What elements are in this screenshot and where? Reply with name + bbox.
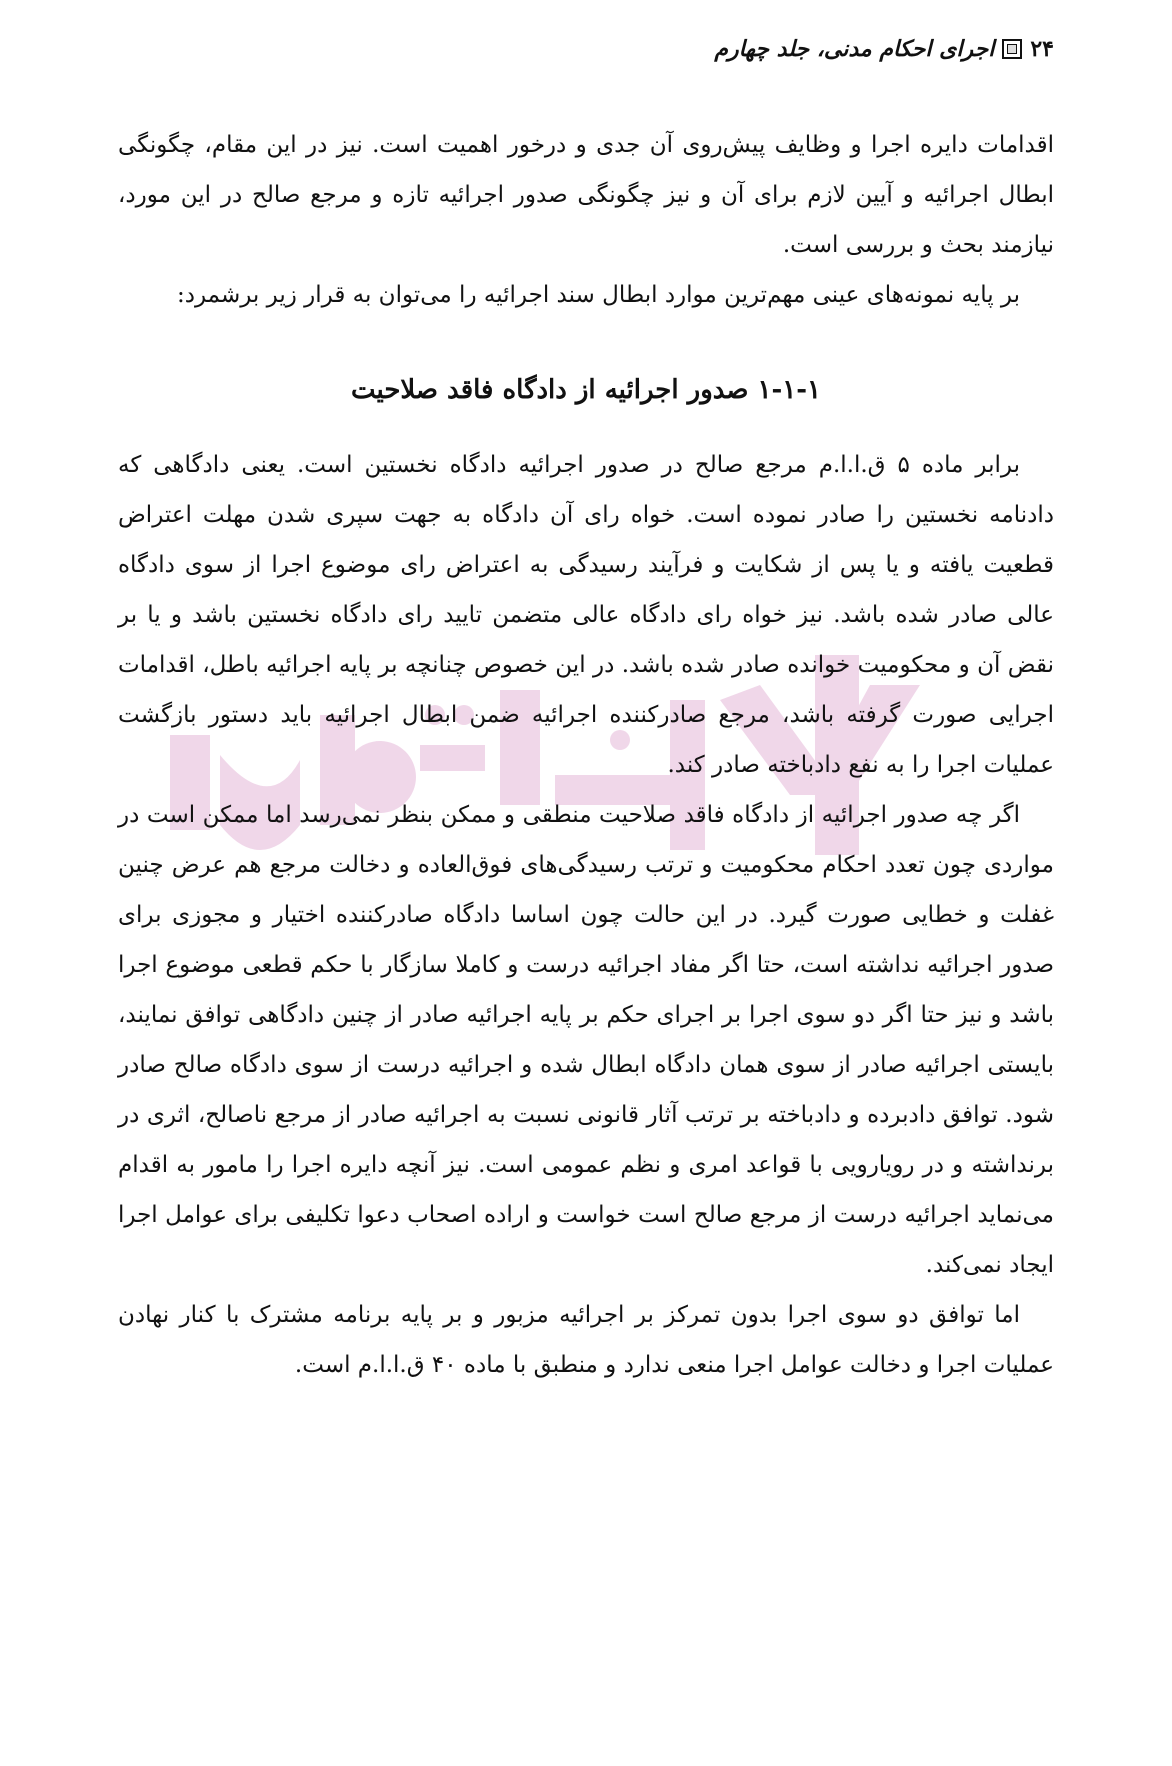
paragraph-main-3: اما توافق دو سوی اجرا بدون تمرکز بر اجرائیه مزبور و بر پایه برنامه مشترک با کنار نهادن عملیات اجرا و دخالت عوامل اجرا منعی ندارد و منطبق با ماده ۴۰ ق.ا.ا.م است. [118,1302,1054,1378]
book-title: اجرای احکام مدنی، جلد چهارم [714,36,995,62]
page-number: ۲۴ [1030,36,1054,62]
document-body [118,120,1054,1390]
paragraph-top-2: بر پایه نمونه‌های عینی مهم‌ترین موارد ابطال سند اجرائیه را می‌توان به قرار زیر برشمرد: [176,282,1020,308]
section-heading: ۱-۱-۱ صدور اجرائیه از دادگاه فاقد صلاحیت [350,375,822,405]
paragraph-main-1: برابر ماده ۵ ق.ا.ا.م مرجع صالح در صدور اجرائیه دادگاه نخستین است. یعنی دادگاهی که دادنامه نخستین را صادر نموده است. خواه رای آن دادگاه به جهت سپری شدن مهلت اعتراض قطعیت یافته و یا پس از شکایت و فرآیند رسیدگی به اعتراض رای موضوع اجرا از سوی دادگاه عالی صادر شده باشد. نیز خواه رای دادگاه عالی متضمن تایید رای دادگاه نخستین باشد و یا بر نقض آن و محکومیت خوانده صادر شده باشد. در این خصوص چنانچه بر پایه اجرائیه باطل، اقدامات اجرایی صورت گرفته باشد، مرجع صادرکننده اجرائیه ضمن ابطال اجرائیه باید دستور بازگشت عملیات اجرا را به نفع دادباخته صادر کند. [118,452,1054,778]
page-header [714,36,1054,62]
book-icon [1002,39,1022,59]
paragraph-top-1: اقدامات دایره اجرا و وظایف پیش‌روی آن جدی و درخور اهمیت است. نیز در این مقام، چگونگی ابطال اجرائیه و آیین لازم برای آن و نیز چگونگی صدور اجرائیه تازه و مرجع صالح در این مورد، نیازمند بحث و بررسی است. [118,132,1054,258]
paragraph-main-2: اگر چه صدور اجرائیه از دادگاه فاقد صلاحیت منطقی و ممکن بنظر نمی‌رسد اما ممکن است در مواردی چون تعدد احکام محکومیت و ترتب رسیدگی‌های فوق‌العاده و دخالت مرجع هم عرض چنین غفلت و خطایی صورت گیرد. در این حالت چون اساسا دادگاه صادرکننده اختیار و مجوزی برای صدور اجرائیه نداشته است، حتا اگر مفاد اجرائیه درست و کاملا سازگار با حکم قطعی موضوع اجرا باشد و نیز حتا اگر دو سوی اجرا بر اجرای حکم بر پایه اجرائیه صادر از چنین دادگاهی توافق نمایند، بایستی اجرائیه صادر از سوی همان دادگاه ابطال شده و اجرائیه درست از سوی دادگاه صالح صادر شود. توافق دادبرده و دادباخته بر ترتب آثار قانونی نسبت به اجرائیه صادر از مرجع ناصالح، اثری در برنداشته و در رویارویی با قواعد امری و نظم عمومی است. نیز آنچه دایره اجرا را مامور به اقدام می‌نماید اجرائیه درست از مرجع صالح است خواست و اراده اصحاب دعوا تکلیفی برای عوامل اجرا ایجاد نمی‌کند. [118,802,1054,1278]
